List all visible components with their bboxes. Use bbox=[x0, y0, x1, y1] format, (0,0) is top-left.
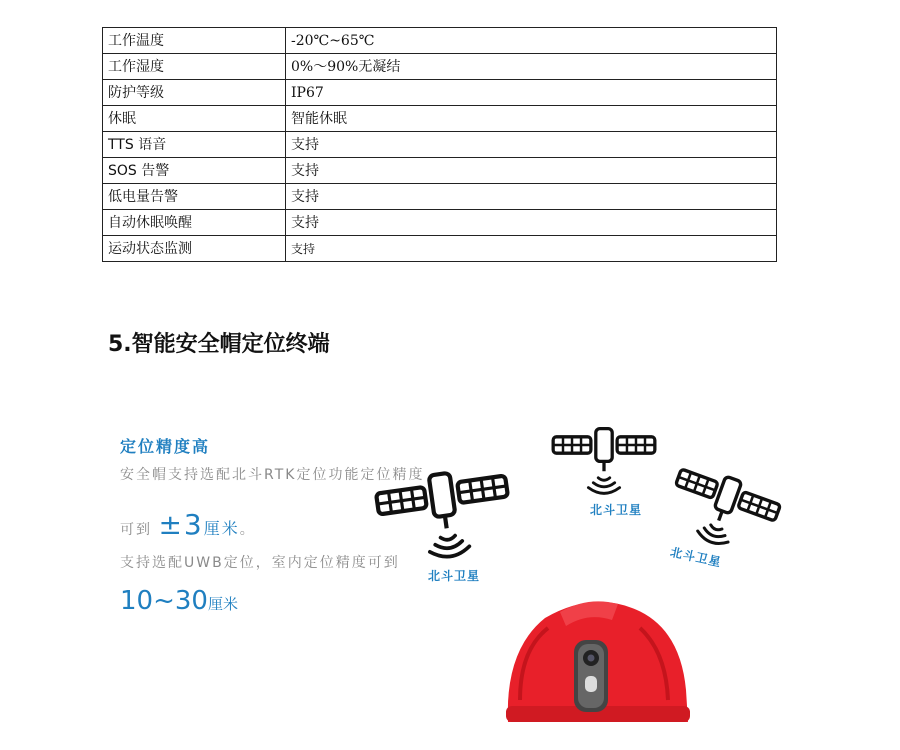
accuracy-suffix: 。 bbox=[239, 522, 256, 538]
spec-label: 低电量告警 bbox=[103, 184, 286, 210]
spec-value: -20℃~65℃ bbox=[286, 28, 777, 54]
range-unit: 厘米 bbox=[207, 595, 238, 613]
spec-value: 智能休眠 bbox=[286, 106, 777, 132]
satellite-icon bbox=[661, 461, 783, 560]
spec-value: 支持 bbox=[286, 210, 777, 236]
spec-value: 0%～90%无凝结 bbox=[286, 54, 777, 80]
promo-headline: 定位精度高 bbox=[120, 437, 211, 456]
range-value: 10~30 bbox=[120, 586, 208, 616]
spec-label: SOS 告警 bbox=[103, 158, 286, 184]
satellite-icon bbox=[553, 429, 655, 494]
satellite-icon bbox=[375, 465, 515, 565]
accuracy-unit: 厘米 bbox=[203, 519, 240, 538]
spec-label: 休眠 bbox=[103, 106, 286, 132]
spec-value: 支持 bbox=[286, 132, 777, 158]
accuracy-value: ±3 bbox=[158, 508, 204, 541]
accuracy-prefix: 可到 bbox=[120, 522, 152, 538]
spec-value: 支持 bbox=[286, 158, 777, 184]
safety-helmet-image bbox=[506, 601, 690, 722]
spec-label: 工作湿度 bbox=[103, 54, 286, 80]
spec-value: 支持 bbox=[286, 184, 777, 210]
spec-value: IP67 bbox=[286, 80, 777, 106]
satellite-label: 北斗卫星 bbox=[428, 569, 481, 583]
promo-uwb-text: 支持选配UWB定位，室内定位精度可到 bbox=[120, 555, 400, 571]
spec-label: 运动状态监测 bbox=[103, 236, 286, 262]
section-title: 5.智能安全帽定位终端 bbox=[108, 332, 330, 357]
spec-value: 支持 bbox=[286, 236, 777, 262]
spec-label: 工作温度 bbox=[103, 28, 286, 54]
spec-label: 防护等级 bbox=[103, 80, 286, 106]
spec-label: 自动休眠唤醒 bbox=[103, 210, 286, 236]
satellite-label: 北斗卫星 bbox=[590, 503, 643, 517]
satellite-label: 北斗卫星 bbox=[668, 544, 723, 570]
spec-label: TTS 语音 bbox=[103, 132, 286, 158]
promo-rtk-text: 安全帽支持选配北斗RTK定位功能定位精度 bbox=[120, 467, 425, 483]
